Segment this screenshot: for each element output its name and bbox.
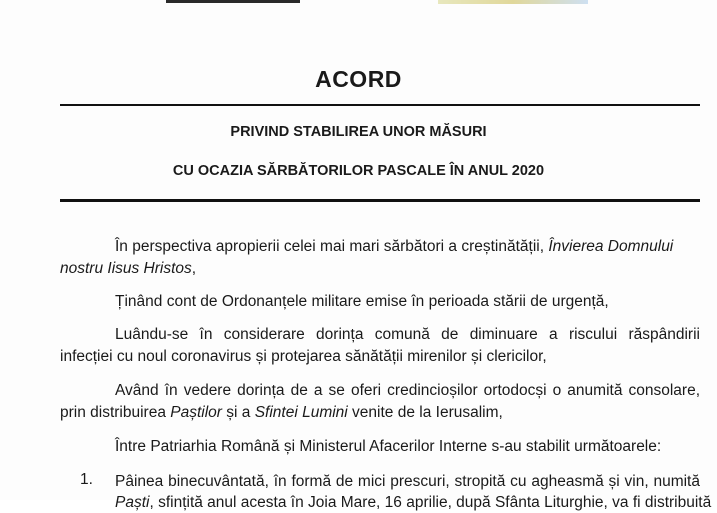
paragraph-1-italic-b: nostru Iisus Hristos	[60, 260, 192, 277]
title-divider	[60, 104, 700, 106]
subtitle-line-1: PRIVIND STABILIREA UNOR MĂSURI	[230, 124, 487, 140]
top-left-rule	[166, 0, 300, 3]
paragraph-1-text: În perspectiva apropierii celei mai mari sărbători a creștinătății,	[115, 238, 549, 255]
subtitle-line-2: CU OCAZIA SĂRBĂTORILOR PASCALE ÎN ANUL 2020	[172, 163, 545, 179]
subtitle-divider	[60, 199, 700, 202]
paragraph-5: Între Patriarhia Română și Ministerul Afacerilor Interne s-au stabilit următoarele:	[115, 438, 662, 455]
paragraph-4-line-1-text: Având în vedere dorința de a se oferi credincioșilor ortodocși o anumită consolare,	[115, 382, 700, 399]
paragraph-1-italic-a: Învierea Domnului	[548, 238, 674, 255]
list-item-1-line-1-text: Pâinea binecuvântată, în formă de mici prescuri, stropită cu agheasmă și vin, numită	[115, 473, 700, 490]
paragraph-4-text-a: prin distribuirea	[60, 404, 171, 421]
list-item-1-italic: Paști	[115, 494, 150, 511]
paragraph-4-italic-a: Paștilor	[170, 404, 222, 421]
paragraph-3-line-1	[115, 324, 700, 345]
paragraph-1-line-1	[115, 236, 673, 257]
paragraph-2: Ținând cont de Ordonanțele militare emise în perioada stării de urgență,	[115, 293, 609, 310]
list-item-1-line-2	[115, 492, 711, 513]
paragraph-4-line-1	[115, 380, 700, 401]
list-item-1-line-2-rest: , sfințită anul acesta în Joia Mare, 16 aprilie, după Sfânta Liturghie, va fi distribuită	[149, 494, 712, 511]
paragraph-1-line-2	[60, 258, 196, 279]
paragraph-4-line-2	[60, 402, 503, 423]
list-item-1-line-1	[115, 471, 700, 492]
paragraph-4-text-b: și a	[221, 404, 255, 421]
document-title: ACORD	[315, 66, 402, 92]
paragraph-4-text-c: venite de la Ierusalim,	[347, 404, 503, 421]
paragraph-3-line-1-text: Luându-se în considerare dorința comună de diminuare a riscului răspândirii	[115, 326, 700, 343]
top-right-mark	[438, 0, 588, 4]
list-item-1-number: 1.	[80, 471, 93, 488]
paragraph-1-tail: ,	[191, 260, 197, 277]
paragraph-4-italic-b: Sfintei Lumini	[254, 404, 348, 421]
paragraph-3-line-2: infecției cu noul coronavirus și protejarea sănătății mirenilor și clericilor,	[60, 348, 547, 365]
